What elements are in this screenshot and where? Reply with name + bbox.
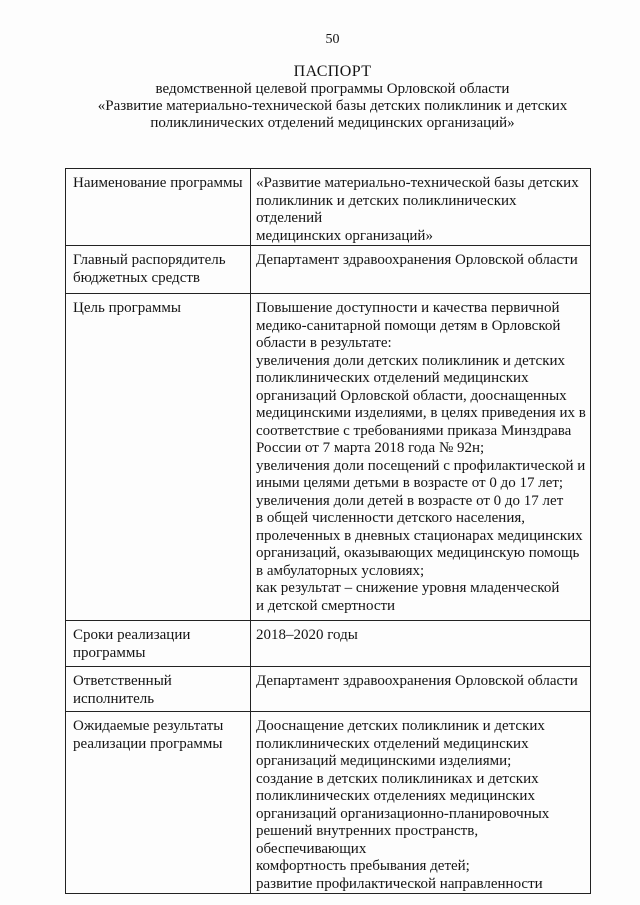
responsible-executor-label: Ответственный исполнитель [66,667,251,712]
program-goal-value: Повышение доступности и качества первичной медико-санитарной помощи детям в Орловской области в результате: увеличения доли детских поликлиник и детских поликлинических отделений медицинских организаций Орловской области, дооснащенных медицинскими изделиями, в целях приведения их в соответствие с требованиями приказа Минздрава России от 7 марта 2018 года № 92н; увеличения доли посещений с профилактической и иными целями детьми в возрасте от 0 до 17 лет; увеличения доли детей в возрасте от 0 до 17 лет в общей численности детского населения, пролеченных в дневных стационарах медицинских организаций, оказывающих медицинскую помощь в амбулаторных условиях; как результат – снижение уровня младенческой и детской смертности [251,294,591,621]
passport-table [65,168,591,894]
document-title: ПАСПОРТ [293,63,372,80]
table-row-program-name [66,169,591,246]
program-name-label: Наименование программы [66,169,251,246]
program-title-line-2: поликлинических отделений медицинских организаций» [150,115,515,131]
document-subtitle: ведомственной целевой программы Орловской области [155,81,510,97]
responsible-executor-value: Департамент здравоохранения Орловской области [251,667,591,712]
expected-results-value: Дооснащение детских поликлиник и детских поликлинических отделений медицинских организаций медицинскими изделиями; создание в детских поликлиниках и детских поликлинических отделениях медицинских организаций организационно-планировочных решений внутренних пространств, обеспечивающих комфортность пребывания детей; развитие профилактической направленности [251,712,591,894]
table-row-budget-manager [66,246,591,294]
expected-results-label: Ожидаемые результаты реализации программы [66,712,251,894]
implementation-period-label: Сроки реализации программы [66,621,251,667]
program-goal-label: Цель программы [66,294,251,621]
budget-manager-label: Главный распорядитель бюджетных средств [66,246,251,294]
implementation-period-value: 2018–2020 годы [251,621,591,667]
program-name-value: «Развитие материально-технической базы детских поликлиник и детских поликлинических отделений медицинских организаций» [251,169,591,246]
table-row-program-goal [66,294,591,621]
budget-manager-value: Департамент здравоохранения Орловской области [251,246,591,294]
table-row-responsible-executor [66,667,591,712]
program-title-line-1: «Развитие материально-технической базы детских поликлиник и детских [97,98,568,114]
table-row-expected-results [66,712,591,894]
page-number: 50 [325,32,340,47]
table-row-implementation-period [66,621,591,667]
